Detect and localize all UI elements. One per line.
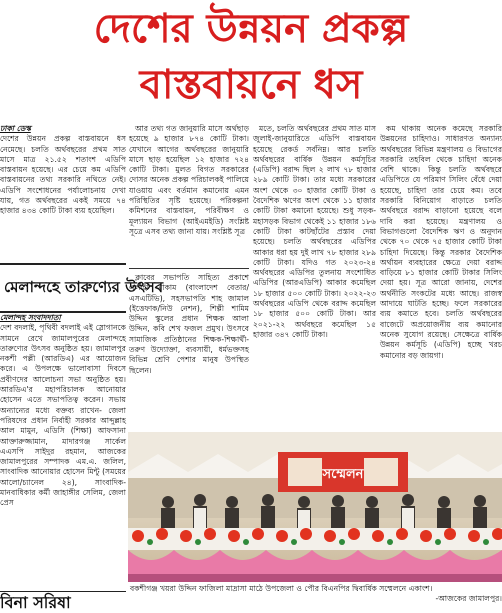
article-column-1-text: দেশের উন্নয়ন প্রকল্প বাস্তবায়নে ধস নেমেছে। চলতি অর্থবছরের প্রথম সাত মাসে মাত্র ২১.৫২ শতাংশ এডিপি বাস্তবায়ন হয়েছে। এর চেয়ে কম এডিপি বাস্তবায়নের তথ্য সরকারি নথিতে নেই। এডিপি সংশোধনের পর্যালোচনায় দেখা যায়, গত অর্থবছরের একই সময়ে ৭৪ হাজার ৪৩৪ কোটি টাকা ব্যয় হয়েছিল। <box>0 134 126 216</box>
article-dateline: ঢাকা ডেস্ক <box>0 124 31 133</box>
feature-heading: মেলান্দহে তারুণ্যের উৎসব <box>0 263 126 313</box>
photo-caption-text: বকশীগঞ্জ খয়রা উদ্দিন ফাজিলা মাদ্রাসা মাঠে উপজেলা ও পৌর বিএনপির দ্বিবার্ষিক সম্মেলনে একাংশ। <box>130 584 433 593</box>
stage-banner-text: সম্মেলন <box>322 467 364 482</box>
article-column-1 <box>0 124 126 262</box>
article-column-2-text: আর তথ্য গত জানুয়ারি মাসে অর্থছাড় হয়েছে ৯ হাজার ৮৭৪ কোটি টাকা। যেখানে আগের অর্থবছরের জানুয়ারি মাসে ছাড় হয়েছিল ১২ হাজার ৭২৪ কোটি টাকা। মুলত বিগত সরকারের দোসর অনেক প্রকল্প পরিচালকই পালিয়ে যাওয়ায় এবং বর্তমান কমানোয় এমন পরিস্থিতির সৃষ্টি হয়েছে। পরিকল্পনা কমিশনের বাস্তবায়ন, পরিবীক্ষণ ও মূল্যায়ন বিভাগ (আইএমইডি) সংশ্লিষ্ট সূত্রে এসব তথ্য জানা যায়। সংশ্লিষ্ট সূত্র <box>129 124 249 236</box>
photo-credit: -আজকের জামালপুর। <box>435 594 502 604</box>
feature-column-2-text: ক্লাবের সভাপতি সাহিত্য প্রকাশে এলাহী মাকাম (বাংলাদেশ বেতার/এসএটিভি), সহসভাপতি শাহ জামাল (ইত্তেফাক/নিউ নেশন), শিল্পী শামিম উদ্দিন স্কুলের প্রধান শিক্ষক আলা উদ্দিন, কবি শেখ ফজল প্রমুখ। উৎসবে সামাজিক প্রতিষ্ঠানের শিক্ষক-শিক্ষার্থী-তরুণ উদ্যোক্তা, ব্যবসায়ী, ধর্মভক্তসহ বিভিন্ন শ্রেণি পেশার মানুষ উপস্থিত ছিলেন। <box>129 273 249 375</box>
photo-caption <box>130 584 502 612</box>
article-column-2 <box>129 124 249 264</box>
article-column-4 <box>380 124 502 428</box>
bottom-headline: বিনা সরিষা <box>0 591 126 613</box>
feature-column-1 <box>0 313 126 589</box>
feature-column-1-text: দেশ বদলাই, পৃথিবী বদলাই এই স্লোগানকে সামনে রেখে জামালপুরের মেলান্দহে তারুণ্যের উৎসব অনুষ্ঠিত হয়। জামালপুর নকশী পল্লী (আরডিএ) এর আয়োজন করে। এ উপলক্ষে ভালোবাসা দিবসে প্রবীণদের আলোচনা সভা অনুষ্ঠিত হয়। আরডিএ'র মহাপরিচালক আনোয়ার হোসেন এতে সভাপতিত্ব করেন। সভায় অন্যান্যের মধ্যে বক্তব্য রাখেন- জেলা পরিষদের প্রধান নির্বাহী সরকার আব্দুল্লাহ আল মামুন, এডিসি (শিক্ষা) আফসানা আক্তারুজ্জামান, মাদারগঞ্জ সার্কেল এএসপি সাইদুর রহমান, আজকের জামালপুরের সম্পাদক এম.এ. জলিল, সাংবাদিক আনোয়ার হোসেন মিন্টু (সময়ের আলো/চ্যানেল ২৪), সাংবাদিক-মানবাধিকার কর্মী জাহাঙ্গীর সেলিম, জেলা প্রেস <box>0 323 126 508</box>
headline-line-1: দেশের উন্নয়ন প্রকল্প <box>93 6 409 52</box>
event-photo <box>128 432 502 582</box>
feature-column-2 <box>129 273 249 428</box>
article-column-4-text: কম থাকায় অনেক কমেছে সরকারি উন্নয়নের চাহিদাও। সাধারণত অন্যান্য অর্থবছরের বিভিন্ন মন্ত্রণালয় ও বিভাগের সরকারি তহবিল থেকে চাহিদা অনেক বেশি থাকে। কিন্তু চলতি অর্থবছরে এডিপিতে যে পরিমাণ সিলিং বেঁধে দেয়া হয়েছে, চাহিদা তার চেয়ে কম। তবে সরকারি বিনিয়োগ বাড়াতে চলতি অর্থবছরে বরাদ্দ বাড়ানো হয়েছে বলে দাবি করা হয়েছে। মন্ত্রণালয় ও বিভাগগুলো বৈদেশিক ঋণ ও অনুদান থেকে ৭০ থেকে ৭৫ হাজার কোটি টাকা চাহিদা দিয়েছে। কিন্তু সরকার বৈদেশিক অর্থায়ন ব্যবহারের ক্ষেত্রে দেয়া বরাদ্দ বাড়িয়ে ৮১ হাজার কোটি টাকার সিলিং দেয়া হয়। সূত্র আরো জানায়, দেশের অর্থনীতি সংকটের মধ্যে আছে। রাজস্ব আদায়ে ঘাটতি হচ্ছে। ফলে সরকারের ব্যয় কমাতে হবে। চলতি অর্থবছরের বাজেটে অপ্রয়োজনীয় ব্যয় কমানোর অনেক সুযোগ রয়েছে। সেক্ষেত্রে বার্ষিক উন্নয়ন কর্মসূচি (এডিপি) হচ্ছে খরচ কমানোর বড় জায়গা। <box>380 124 502 360</box>
event-photo-image <box>128 432 502 582</box>
article-column-3 <box>253 124 376 428</box>
feature-dateline: মেলান্দহ সংবাদদাতা <box>0 313 61 322</box>
headline-line-2: বাস্তবায়নে ধস <box>139 62 363 108</box>
section-divider <box>129 268 249 269</box>
article-column-3-text: মতে, চলতি অর্থবছরের প্রথম সাত মাস জুলাই-জানুয়ারিতে এডিপি বাস্তবায়ন হয়েছে রেকর্ড সর্বনিম্ন। আর চলতি অর্থবছরের বার্ষিক উন্নয়ন কর্মসূচির (এডিপি) বরাদ্দ ছিল ২ লাখ ৭৮ হাজার ২৮৯ কোটি টাকা। তার মধ্যে সরকারের অংশ থেকে ৩০ হাজার কোটি টাকা ও বৈদেশিক ঋণের অংশ থেকে ১১ হাজার কোটি টাকা কমানো হয়েছে। শুধু সড়ক-মহাসড়ক বিভাগ থেকেই ১১ হাজার ১৮৬ কোটি টাকা কাটছাঁটের প্রস্তাব দেয়া হয়েছে। চলতি অর্থবছরের এডিপির আকার ধরা হয় দুই লাখ ৭৮ হাজার ২৮৯ কোটি টাকা। যদিও গত ২০২৩-২৪ অর্থবছরের এডিপির তুলনায় সংশোধিত এডিপির (আরএডিপি) আকার কমেছিল ১৮ হাজার ৫০০ কোটি টাকা। ২০২২-২৩ অর্থবছরের এডিপি থেকে বরাদ্দ কমেছিল ১৮ হাজার ৫০০ কোটি টাকা। আর ২০২১-২২ অর্থবছরে কমেছিল ১৫ হাজার ৩৪৭ কোটি টাকা। <box>253 124 376 339</box>
